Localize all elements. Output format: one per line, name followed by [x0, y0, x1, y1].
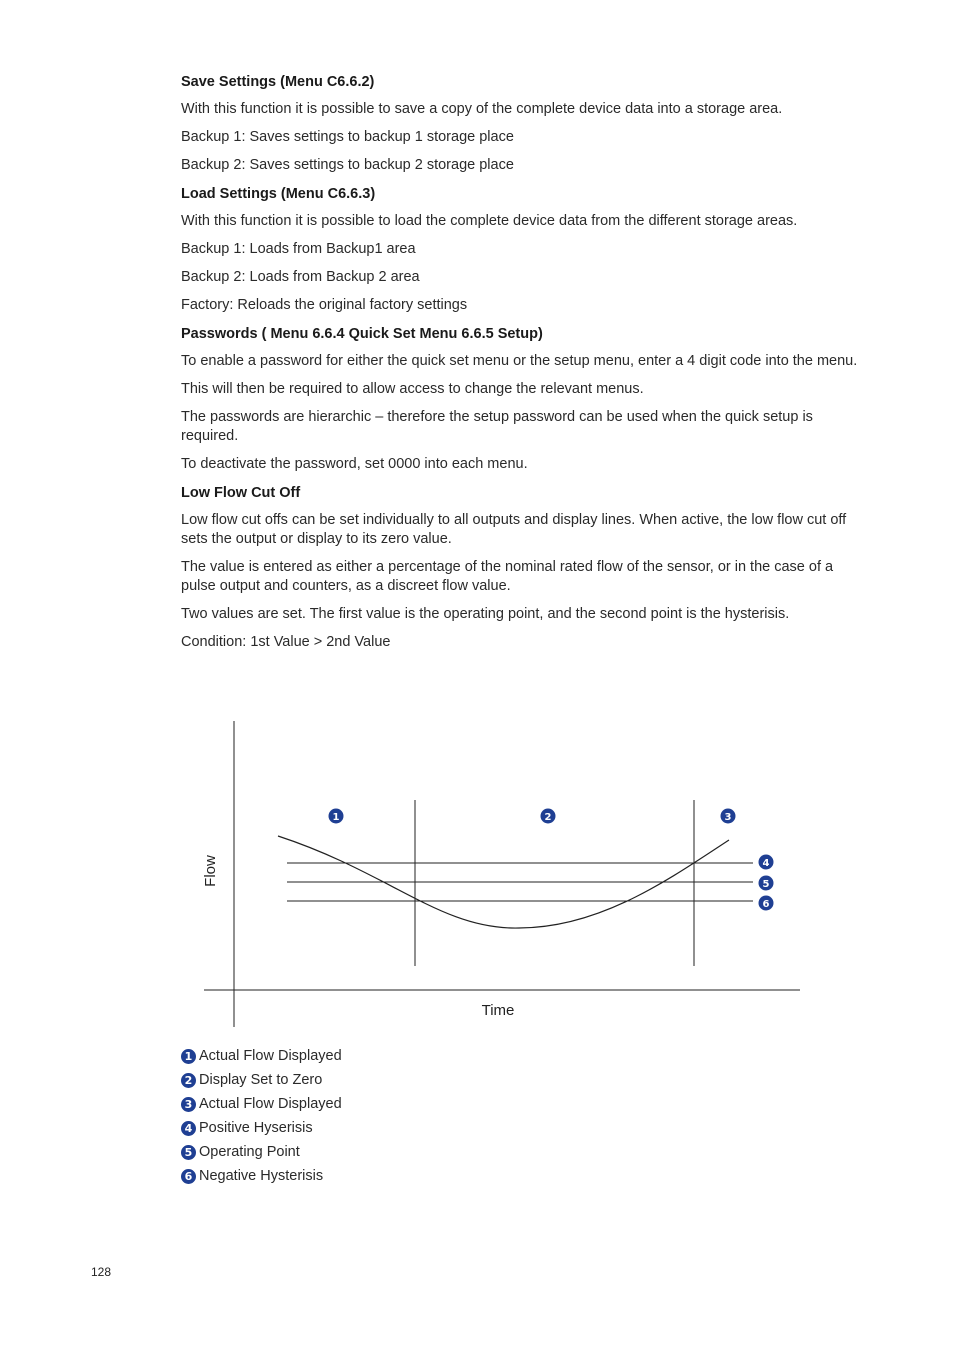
x-axis-label: Time: [481, 1002, 515, 1019]
paragraph: Two values are set. The first value is the operating point, and the second point is the hysterisis.: [181, 606, 790, 622]
line-marker-6: [759, 896, 774, 911]
paragraph: Backup 2: Loads from Backup 2 area: [181, 269, 420, 285]
paragraph: With this function it is possible to load the complete device data from the different storage areas.: [181, 213, 798, 229]
line-marker-4: [759, 855, 774, 870]
section-passwords: [181, 324, 871, 474]
paragraph: The passwords are hierarchic – therefore the setup password can be used when the quick setup is required.: [181, 409, 813, 444]
paragraph: This will then be required to allow access to change the relevant menus.: [181, 381, 644, 397]
low-flow-diagram: [181, 718, 821, 1030]
paragraph: To enable a password for either the quick set menu or the setup menu, enter a 4 digit code into the menu.: [181, 353, 858, 369]
svg-text:5: 5: [762, 879, 770, 890]
legend-label: Operating Point: [199, 1144, 300, 1160]
region-marker-3: [721, 809, 736, 824]
number-badge: 3: [181, 1097, 196, 1112]
paragraph: Backup 1: Saves settings to backup 1 storage place: [181, 129, 514, 145]
paragraph: Factory: Reloads the original factory settings: [181, 297, 468, 313]
number-badge: 5: [181, 1145, 196, 1160]
paragraph: To deactivate the password, set 0000 into each menu.: [181, 456, 528, 472]
legend-label: Actual Flow Displayed: [199, 1096, 342, 1112]
region-marker-2: [541, 809, 556, 824]
document-body: [181, 72, 871, 661]
svg-text:1: 1: [332, 812, 340, 823]
line-marker-5: [759, 876, 774, 891]
legend-label: Positive Hyserisis: [199, 1120, 313, 1136]
legend-item: [181, 1068, 342, 1092]
figure-legend: [181, 1044, 342, 1188]
legend-label: Display Set to Zero: [199, 1072, 323, 1088]
svg-text:4: 4: [762, 858, 770, 869]
number-badge: 2: [181, 1073, 196, 1088]
legend-item: [181, 1164, 342, 1188]
paragraph: Backup 1: Loads from Backup1 area: [181, 241, 416, 257]
number-badge: 6: [181, 1169, 196, 1184]
paragraph: With this function it is possible to save a copy of the complete device data into a storage area.: [181, 101, 783, 117]
section-heading: Low Flow Cut Off: [181, 485, 301, 501]
legend-item: [181, 1092, 342, 1116]
region-marker-1: [329, 809, 344, 824]
section-heading: Load Settings (Menu C6.6.3): [181, 186, 376, 202]
section-heading: Save Settings (Menu C6.6.2): [181, 74, 375, 90]
page-number: 128: [91, 1265, 112, 1279]
paragraph: Low flow cut offs can be set individually to all outputs and display lines. When active, the low flow cut off sets the output or display to its zero value.: [181, 512, 847, 547]
svg-text:3: 3: [724, 812, 732, 823]
svg-text:2: 2: [544, 812, 552, 823]
paragraph: The value is entered as either a percentage of the nominal rated flow of the sensor, or in the case of a pulse output and counters, as a discreet flow value.: [181, 559, 834, 594]
svg-text:6: 6: [762, 899, 770, 910]
legend-label: Actual Flow Displayed: [199, 1048, 342, 1064]
number-badge: 1: [181, 1049, 196, 1064]
y-axis-label: Flow: [202, 855, 219, 887]
paragraph: Backup 2: Saves settings to backup 2 storage place: [181, 157, 514, 173]
section-load-settings: [181, 184, 871, 315]
section-save-settings: [181, 72, 871, 175]
section-low-flow-cut-off: [181, 483, 871, 652]
section-heading: Passwords ( Menu 6.6.4 Quick Set Menu 6.6.5 Setup): [181, 326, 543, 342]
legend-item: [181, 1140, 342, 1164]
number-badge: 4: [181, 1121, 196, 1136]
legend-item: [181, 1044, 342, 1068]
legend-item: [181, 1116, 342, 1140]
legend-label: Negative Hysterisis: [199, 1168, 324, 1184]
paragraph: Condition: 1st Value > 2nd Value: [181, 634, 391, 650]
